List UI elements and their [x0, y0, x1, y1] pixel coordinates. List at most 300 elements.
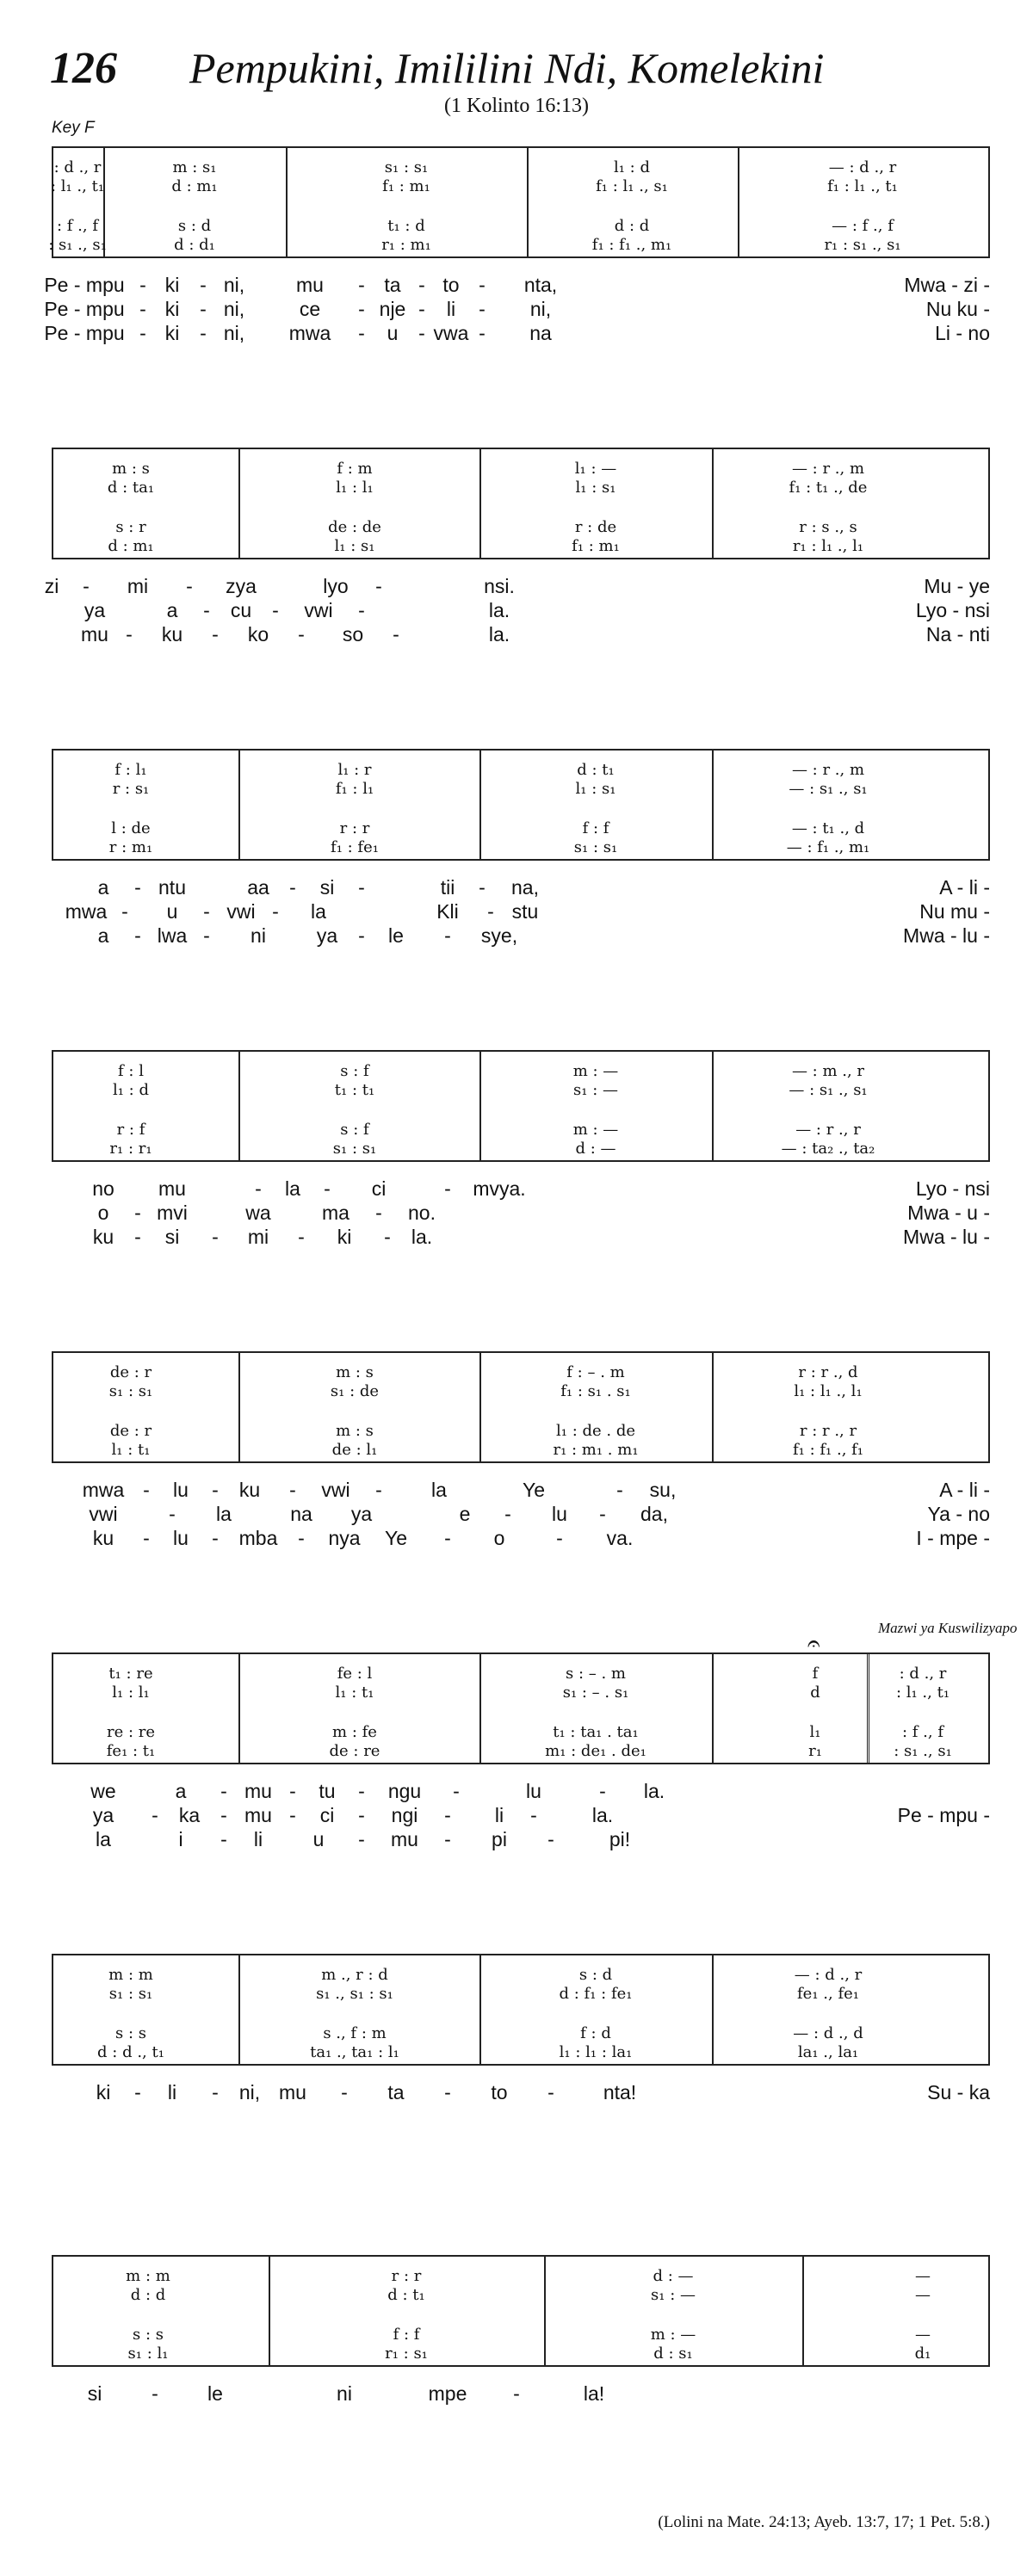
lyric-syllable: -: [358, 924, 365, 947]
lyric-syllable: mvi: [157, 1202, 188, 1224]
lyric-syllable: ki: [96, 2081, 111, 2103]
solfa-cell: r₁ : s₁ ., s₁: [824, 236, 901, 254]
lyric-syllable: ni,: [223, 274, 245, 296]
lyric-line-5-1: [0, 1479, 1033, 1503]
stave-5: [52, 1351, 990, 1463]
lyric-line-2-1: [0, 575, 1033, 599]
lyric-line-1-2: [0, 298, 1033, 322]
solfa-cell: f : d: [580, 2024, 611, 2042]
solfa-row-4: [53, 1140, 988, 1158]
lyric-syllable: mi: [247, 1226, 269, 1248]
lyric-syllable: no.: [408, 1202, 436, 1224]
solfa-cell: s : d: [578, 1966, 613, 1984]
lyric-syllable: -: [121, 900, 128, 923]
solfa-cell: l₁ : l₁: [112, 1683, 150, 1702]
lyric-syllable: -: [341, 2081, 348, 2103]
lyric-line-6-1: [0, 1780, 1033, 1804]
lyric-syllable: -: [126, 623, 133, 646]
lyric-syllable: lu: [526, 1780, 541, 1802]
lyric-syllable: -: [487, 900, 494, 923]
solfa-cell: — : m ., r: [791, 1062, 865, 1080]
lyric-syllable: Mwa - lu -: [903, 924, 990, 947]
lyric-syllable: ka: [178, 1804, 201, 1826]
lyric-syllable: Pe - mpu: [44, 274, 125, 296]
solfa-cell: l₁ : l₁ ., l₁: [794, 1382, 863, 1400]
lyric-syllable: -: [358, 1828, 365, 1850]
solfa-cell: f₁ : t₁ ., de: [789, 479, 868, 497]
solfa-row-1: [53, 2267, 988, 2286]
solfa-cell: s : f: [340, 1121, 369, 1139]
lyric-line-4-3: [0, 1226, 1033, 1250]
lyric-syllable: la: [96, 1828, 111, 1850]
stave-7: [52, 1954, 990, 2066]
lyric-line-3-1: [0, 876, 1033, 900]
lyric-syllable: li: [167, 2081, 177, 2103]
lyric-syllable: ce: [299, 298, 321, 320]
solfa-cell: t₁ : t₁: [334, 1081, 375, 1099]
solfa-row-1: [53, 158, 988, 177]
lyric-syllable: to: [491, 2081, 508, 2103]
lyric-syllable: -: [152, 2382, 158, 2405]
lyric-syllable: si: [87, 2382, 102, 2405]
solfa-cell: : l₁ ., t₁: [895, 1683, 950, 1702]
lyric-syllable: -: [556, 1527, 563, 1549]
solfa-cell: f : – . m: [566, 1363, 625, 1381]
annotation-mazwi: Mazwi ya Kuswilizyapo: [878, 1620, 1018, 1636]
lyric-syllable: -: [479, 274, 486, 296]
solfa-cell: —: [915, 2326, 931, 2344]
solfa-cell: de : l₁: [331, 1441, 378, 1459]
lyric-syllable: -: [444, 2081, 451, 2103]
lyric-syllable: ya: [316, 924, 338, 947]
lyric-syllable: la.: [411, 1226, 433, 1248]
lyric-syllable: mu: [81, 623, 108, 646]
solfa-row-3: [53, 1121, 988, 1140]
lyric-syllable: ki: [164, 322, 180, 344]
lyric-syllable: ta: [384, 274, 401, 296]
lyric-syllable: a: [97, 924, 109, 947]
lyric-syllable: ni,: [223, 322, 245, 344]
lyric-syllable: -: [479, 322, 486, 344]
lyric-syllable: Kli: [436, 900, 459, 923]
solfa-cell: — : d ., d: [793, 2024, 863, 2042]
lyric-syllable: -: [599, 1503, 606, 1525]
solfa-cell: d : ta₁: [107, 479, 155, 497]
solfa-cell: s : – . m: [566, 1665, 626, 1683]
solfa-cell: r₁ : l₁ ., l₁: [792, 537, 864, 555]
solfa-cell: r : m₁: [108, 838, 153, 856]
solfa-cell: m ., r : d: [321, 1966, 388, 1984]
lyric-syllable: -: [272, 599, 279, 621]
solfa-cell: l₁ : d: [112, 1081, 150, 1099]
lyric-syllable: -: [186, 575, 193, 597]
lyric-syllable: e: [459, 1503, 471, 1525]
solfa-cell: — : f₁ ., m₁: [786, 838, 870, 856]
solfa-cell: l₁ : —: [574, 460, 617, 478]
solfa-cell: — : t₁ ., d: [791, 819, 865, 837]
solfa-row-3: [53, 1723, 988, 1742]
solfa-cell: m : s: [336, 1422, 374, 1440]
solfa-cell: s₁ : s₁: [108, 1985, 153, 2003]
lyric-syllable: Nu mu -: [919, 900, 990, 923]
lyric-syllable: -: [418, 298, 425, 320]
lyric-syllable: -: [203, 599, 210, 621]
lyric-syllable: Li - no: [935, 322, 990, 344]
lyric-syllable: -: [134, 2081, 141, 2103]
solfa-cell: : d ., r: [899, 1665, 947, 1683]
lyric-syllable: i: [178, 1828, 183, 1850]
lyric-syllable: -: [513, 2382, 520, 2405]
solfa-row-4: [53, 2344, 988, 2363]
lyric-syllable: sye,: [480, 924, 518, 947]
solfa-cell: d : d: [130, 2286, 166, 2304]
lyric-syllable: Mu - ye: [924, 575, 990, 597]
lyric-syllable: na: [529, 322, 552, 344]
lyric-syllable: mu: [279, 2081, 306, 2103]
lyric-syllable: da,: [640, 1503, 668, 1525]
solfa-cell: d : d ., t₁: [97, 2043, 164, 2061]
lyric-line-4-1: [0, 1177, 1033, 1202]
solfa-row-1: [53, 1665, 988, 1683]
solfa-row-4: [53, 2043, 988, 2062]
solfa-cell: m : s: [336, 1363, 374, 1381]
solfa-row-2: [50, 177, 988, 196]
lyric-syllable: A - li -: [939, 876, 990, 899]
solfa-cell: s₁ : de: [330, 1382, 380, 1400]
lyric-syllable: nta,: [523, 274, 558, 296]
lyric-syllable: -: [530, 1804, 537, 1826]
stave-8: [52, 2255, 990, 2367]
lyric-syllable: o: [97, 1202, 109, 1224]
lyric-syllable: no: [92, 1177, 114, 1200]
solfa-cell: — : s₁ ., s₁: [789, 1081, 868, 1099]
lyric-syllable: so: [342, 623, 364, 646]
solfa-cell: : f ., f: [57, 217, 98, 235]
solfa-cell: s₁ : s₁: [108, 1382, 153, 1400]
solfa-cell: s : r: [115, 518, 146, 536]
solfa-cell: d : d: [614, 217, 650, 235]
lyric-syllable: A - li -: [939, 1479, 990, 1501]
solfa-cell: d : —: [575, 1140, 616, 1158]
lyric-syllable: la: [216, 1503, 232, 1525]
lyric-syllable: -: [358, 1780, 365, 1802]
solfa-row-2: [53, 479, 988, 497]
solfa-cell: r₁: [808, 1742, 822, 1760]
lyric-line-7-1: [0, 2081, 1033, 2105]
lyric-syllable: we: [90, 1780, 116, 1802]
lyric-syllable: Ya - no: [927, 1503, 990, 1525]
lyric-syllable: pi!: [609, 1828, 631, 1850]
lyric-syllable: -: [200, 298, 207, 320]
lyric-syllable: le: [388, 924, 404, 947]
lyric-syllable: stu: [511, 900, 539, 923]
lyric-syllable: -: [220, 1828, 227, 1850]
lyric-syllable: Mwa - u -: [907, 1202, 990, 1224]
lyric-syllable: le: [207, 2382, 223, 2405]
lyric-line-4-2: [0, 1202, 1033, 1226]
lyric-syllable: ni,: [238, 2081, 261, 2103]
lyric-syllable: -: [289, 1479, 296, 1501]
solfa-cell: de : re: [329, 1742, 380, 1760]
solfa-cell: f : f: [582, 819, 609, 837]
lyric-syllable: Pe - mpu: [44, 298, 125, 320]
lyric-line-6-3: [0, 1828, 1033, 1852]
lyric-syllable: -: [616, 1479, 623, 1501]
lyric-syllable: la: [311, 900, 326, 923]
solfa-cell: s₁ : s₁: [332, 1140, 377, 1158]
lyric-syllable: vwa: [433, 322, 469, 344]
lyric-syllable: vwi: [89, 1503, 118, 1525]
solfa-row-1: [53, 761, 988, 780]
solfa-cell: s₁ : —: [651, 2286, 696, 2304]
solfa-cell: s₁ : s₁: [384, 158, 429, 176]
solfa-cell: f₁ : f₁ ., f₁: [792, 1441, 864, 1459]
lyric-syllable: nta!: [603, 2081, 637, 2103]
lyric-syllable: -: [139, 298, 146, 320]
lyric-syllable: -: [479, 298, 486, 320]
lyric-syllable: -: [298, 1527, 305, 1549]
lyric-syllable: I - mpe -: [916, 1527, 990, 1549]
lyric-syllable: Na - nti: [925, 623, 990, 646]
lyric-syllable: la!: [583, 2382, 605, 2405]
solfa-row-3: [53, 1422, 988, 1441]
lyric-syllable: pi: [492, 1828, 507, 1850]
lyric-syllable: ku: [161, 623, 183, 646]
lyric-syllable: -: [289, 1780, 296, 1802]
fermata-icon: 𝄐: [807, 1631, 820, 1656]
lyric-syllable: ni: [251, 924, 266, 947]
lyric-syllable: ngu: [387, 1780, 422, 1802]
lyric-syllable: -: [479, 876, 486, 899]
lyric-syllable: ki: [337, 1226, 352, 1248]
solfa-cell: — : s₁ ., s₁: [789, 780, 868, 798]
lyric-syllable: -: [169, 1503, 176, 1525]
lyric-syllable: mpe: [428, 2382, 467, 2405]
lyric-syllable: to: [442, 274, 460, 296]
lyric-syllable: Mwa - lu -: [903, 1226, 990, 1248]
solfa-row-4: [53, 537, 988, 556]
lyric-line-5-2: [0, 1503, 1033, 1527]
solfa-cell: l₁ : s₁: [334, 537, 375, 555]
solfa-cell: l₁ : de . de: [556, 1422, 635, 1440]
solfa-cell: : s₁ ., s₁: [48, 236, 107, 254]
lyric-syllable: u: [166, 900, 178, 923]
lyric-syllable: Lyo - nsi: [915, 599, 990, 621]
lyric-syllable: -: [393, 623, 399, 646]
lyric-syllable: nya: [328, 1527, 361, 1549]
lyric-syllable: ni: [337, 2382, 352, 2405]
lyric-line-8-1: [0, 2382, 1033, 2406]
lyric-syllable: wa: [245, 1202, 271, 1224]
lyric-syllable: mu: [158, 1177, 186, 1200]
lyric-line-2-2: [0, 599, 1033, 623]
lyric-syllable: la.: [591, 1804, 614, 1826]
solfa-cell: f : f: [393, 2326, 420, 2344]
solfa-cell: l₁ : l₁: [336, 479, 374, 497]
solfa-cell: d : t₁: [577, 761, 615, 779]
solfa-cell: s : s: [115, 2024, 146, 2042]
lyric-syllable: -: [444, 1828, 451, 1850]
lyric-syllable: mi: [127, 575, 149, 597]
lyric-syllable: o: [493, 1527, 505, 1549]
solfa-cell: s ., f : m: [323, 2024, 387, 2042]
lyric-line-1-3: [0, 322, 1033, 346]
lyric-syllable: -: [220, 1804, 227, 1826]
lyric-syllable: ta: [387, 2081, 405, 2103]
solfa-cell: f₁ : s₁ . s₁: [560, 1382, 631, 1400]
lyric-syllable: -: [547, 2081, 554, 2103]
solfa-row-4: [53, 1742, 988, 1761]
lyric-line-1-1: [0, 274, 1033, 298]
lyric-syllable: -: [255, 1177, 262, 1200]
solfa-cell: l₁ : t₁: [335, 1683, 374, 1702]
solfa-cell: m : m: [126, 2267, 170, 2285]
lyric-syllable: ngi: [391, 1804, 418, 1826]
lyric-line-3-2: [0, 900, 1033, 924]
lyric-syllable: -: [599, 1780, 606, 1802]
solfa-cell: d₁: [914, 2344, 931, 2363]
lyric-syllable: -: [203, 924, 210, 947]
lyric-syllable: a: [166, 599, 178, 621]
lyric-syllable: -: [358, 1804, 365, 1826]
lyric-syllable: li: [446, 298, 456, 320]
solfa-cell: d : m₁: [108, 537, 154, 555]
solfa-cell: f₁ : l₁: [335, 780, 374, 798]
solfa-cell: — : ta₂ ., ta₂: [781, 1140, 875, 1158]
lyric-syllable: -: [220, 1780, 227, 1802]
lyric-syllable: su,: [649, 1479, 677, 1501]
lyric-syllable: -: [212, 1479, 219, 1501]
solfa-cell: r : r: [339, 819, 370, 837]
solfa-cell: f₁ : m₁: [572, 537, 620, 555]
solfa-cell: m : fe: [332, 1723, 377, 1741]
solfa-cell: m : m: [108, 1966, 153, 1984]
lyric-syllable: -: [358, 322, 365, 344]
lyric-syllable: mu: [244, 1780, 272, 1802]
solfa-cell: : f ., f: [902, 1723, 943, 1741]
solfa-cell: : l₁ ., t₁: [50, 177, 105, 195]
lyric-syllable: Mwa - zi -: [904, 274, 990, 296]
lyric-syllable: ko: [247, 623, 269, 646]
solfa-cell: t₁ : re: [108, 1665, 153, 1683]
lyric-syllable: nje: [379, 298, 406, 320]
lyric-syllable: vwi: [321, 1479, 350, 1501]
lyric-syllable: -: [444, 1804, 451, 1826]
solfa-cell: f : m: [337, 460, 373, 478]
lyric-syllable: -: [384, 1226, 391, 1248]
solfa-cell: r : s₁: [112, 780, 150, 798]
solfa-cell: — : r ., r: [795, 1121, 861, 1139]
lyric-syllable: -: [143, 1527, 150, 1549]
lyric-syllable: -: [298, 623, 305, 646]
lyric-syllable: a: [97, 876, 109, 899]
solfa-row-4: [53, 838, 988, 857]
solfa-cell: l₁ : l₁ : la₁: [559, 2043, 633, 2061]
key-signature: Key F: [52, 119, 95, 137]
solfa-cell: m : —: [572, 1121, 619, 1139]
solfa-cell: de : r: [109, 1422, 152, 1440]
stave-1: [48, 146, 990, 258]
solfa-row-2: [53, 1382, 988, 1401]
lyric-syllable: Lyo - nsi: [915, 1177, 990, 1200]
lyric-syllable: ma: [322, 1202, 349, 1224]
lyric-syllable: vwi: [226, 900, 256, 923]
lyric-syllable: la.: [643, 1780, 665, 1802]
lyric-syllable: aa: [247, 876, 269, 899]
lyric-syllable: na,: [511, 876, 539, 899]
lyric-syllable: -: [212, 1527, 219, 1549]
lyric-syllable: lu: [552, 1503, 567, 1525]
solfa-cell: t₁ : ta₁ . ta₁: [553, 1723, 639, 1741]
solfa-cell: r : r: [391, 2267, 422, 2285]
lyric-syllable: cu: [230, 599, 252, 621]
lyric-syllable: -: [504, 1503, 511, 1525]
solfa-cell: m : s: [112, 460, 150, 478]
lyric-syllable: -: [143, 1479, 150, 1501]
lyric-syllable: -: [453, 1780, 460, 1802]
solfa-cell: f : l₁: [114, 761, 147, 779]
solfa-cell: l₁ : s₁: [575, 479, 616, 497]
solfa-cell: la₁ ., la₁: [797, 2043, 859, 2061]
lyric-line-3-3: [0, 924, 1033, 948]
solfa-cell: re : re: [106, 1723, 156, 1741]
solfa-cell: r : s ., s: [799, 518, 857, 536]
solfa-cell: f₁ : l₁ ., s₁: [596, 177, 668, 195]
lyric-syllable: Pe - mpu -: [897, 1804, 990, 1826]
solfa-cell: m : s₁: [172, 158, 217, 176]
lyric-syllable: -: [200, 322, 207, 344]
lyric-syllable: ku: [92, 1226, 114, 1248]
lyric-syllable: si: [164, 1226, 180, 1248]
lyric-syllable: li: [253, 1828, 263, 1850]
lyric-syllable: -: [418, 274, 425, 296]
lyric-syllable: mu: [296, 274, 324, 296]
solfa-cell: f₁ : fe₁: [331, 838, 379, 856]
lyric-syllable: mwa: [288, 322, 331, 344]
solfa-cell: de : r: [109, 1363, 152, 1381]
lyric-syllable: -: [358, 298, 365, 320]
lyric-syllable: a: [175, 1780, 187, 1802]
stave-4: [52, 1050, 990, 1162]
lyric-syllable: -: [375, 575, 382, 597]
solfa-row-2: [53, 780, 988, 799]
solfa-cell: s₁ ., s₁ : s₁: [316, 1985, 393, 2003]
solfa-cell: — : f ., f: [832, 217, 894, 235]
solfa-cell: fe : l: [337, 1665, 373, 1683]
solfa-cell: l₁: [809, 1723, 821, 1741]
solfa-cell: d : d₁: [174, 236, 215, 254]
lyric-syllable: lu: [173, 1479, 189, 1501]
solfa-cell: : s₁ ., s₁: [894, 1742, 952, 1760]
lyric-syllable: Ye: [522, 1479, 546, 1501]
solfa-cell: t₁ : d: [387, 217, 425, 235]
lyric-syllable: Nu ku -: [925, 298, 990, 320]
lyric-syllable: -: [203, 900, 210, 923]
solfa-cell: — : r ., m: [791, 761, 865, 779]
solfa-cell: — : d ., r: [794, 1966, 863, 1984]
solfa-cell: : d ., r: [53, 158, 102, 176]
solfa-cell: l₁ : d: [613, 158, 651, 176]
solfa-cell: l₁ : s₁: [575, 780, 616, 798]
lyric-line-5-3: [0, 1527, 1033, 1551]
lyric-syllable: -: [200, 274, 207, 296]
solfa-cell: r : r ., r: [799, 1422, 857, 1440]
solfa-cell: s₁ : —: [573, 1081, 618, 1099]
lyric-syllable: -: [83, 575, 90, 597]
lyric-syllable: -: [289, 1804, 296, 1826]
lyric-syllable: la: [285, 1177, 300, 1200]
lyric-syllable: vwi: [304, 599, 333, 621]
